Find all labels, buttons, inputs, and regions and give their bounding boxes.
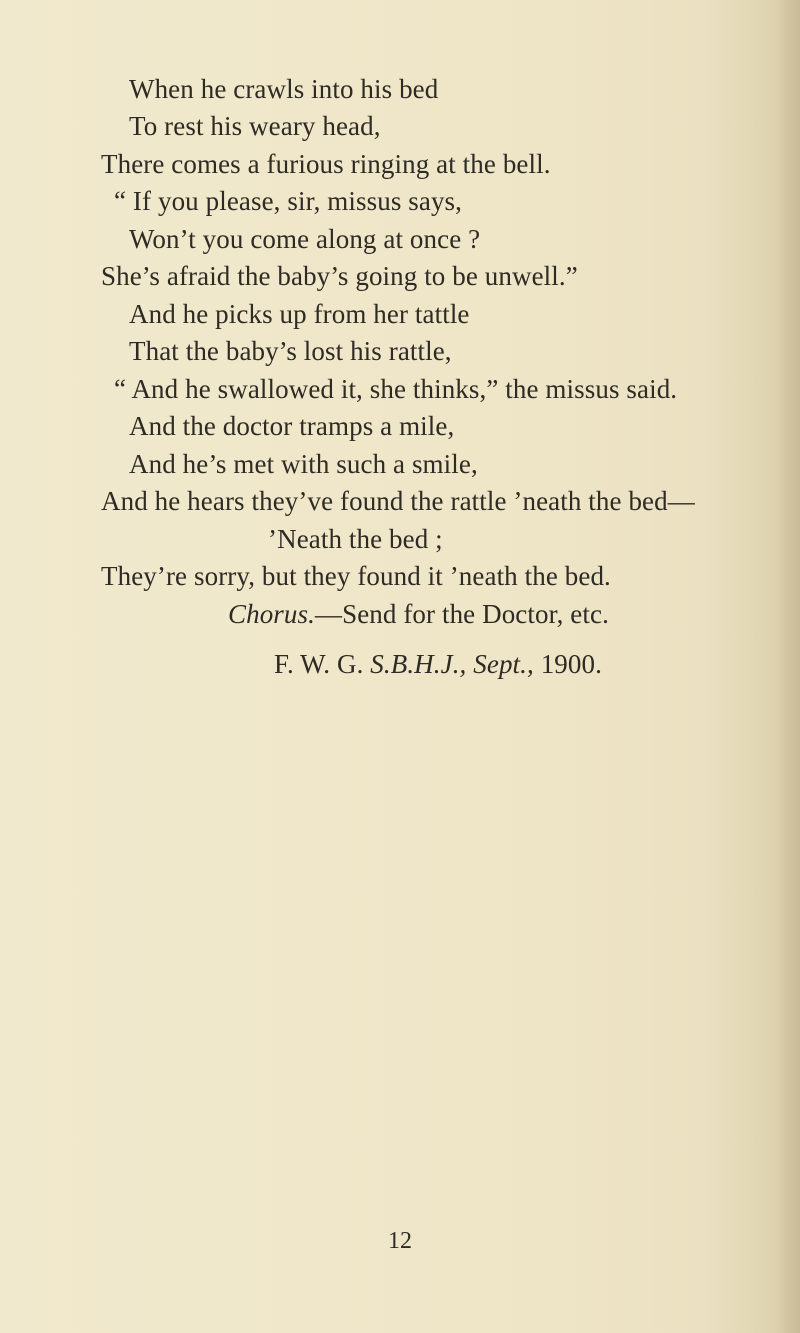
poem-line: To rest his weary head, (129, 111, 381, 141)
poem-line: And the doctor tramps a mile, (129, 411, 455, 441)
poem-line: “ If you please, sir, missus says, (114, 186, 463, 216)
attribution (274, 647, 602, 681)
attribution-source: S.B.H.J., Sept., (370, 649, 534, 679)
poem-line: And he hears they’ve found the rattle ’neath the bed— (101, 486, 695, 516)
poem-line: She’s afraid the baby’s going to be unwell.” (101, 261, 578, 291)
poem-line: When he crawls into his bed (129, 74, 439, 104)
poem-line: “ And he swallowed it, she thinks,” the missus said. (114, 374, 678, 404)
page-number: 12 (388, 1228, 412, 1254)
poem-line: They’re sorry, but they found it ’neath the bed. (101, 561, 611, 591)
attribution-author: F. W. G. (274, 649, 364, 679)
attribution-year: 1900. (540, 649, 602, 679)
poem-line: ’Neath the bed ; (268, 524, 443, 554)
chorus-text: —Send for the Doctor, etc. (314, 599, 609, 629)
poem-line: There comes a furious ringing at the bell. (101, 149, 551, 179)
page-edge-shadow (774, 0, 800, 1333)
poem-line: And he’s met with such a smile, (129, 449, 478, 479)
poem-line: Won’t you come along at once ? (129, 224, 481, 254)
poem-line: That the baby’s lost his rattle, (129, 336, 452, 366)
chorus-label: Chorus. (228, 599, 315, 629)
chorus-line (228, 597, 609, 631)
poem-line: And he picks up from her tattle (129, 299, 470, 329)
